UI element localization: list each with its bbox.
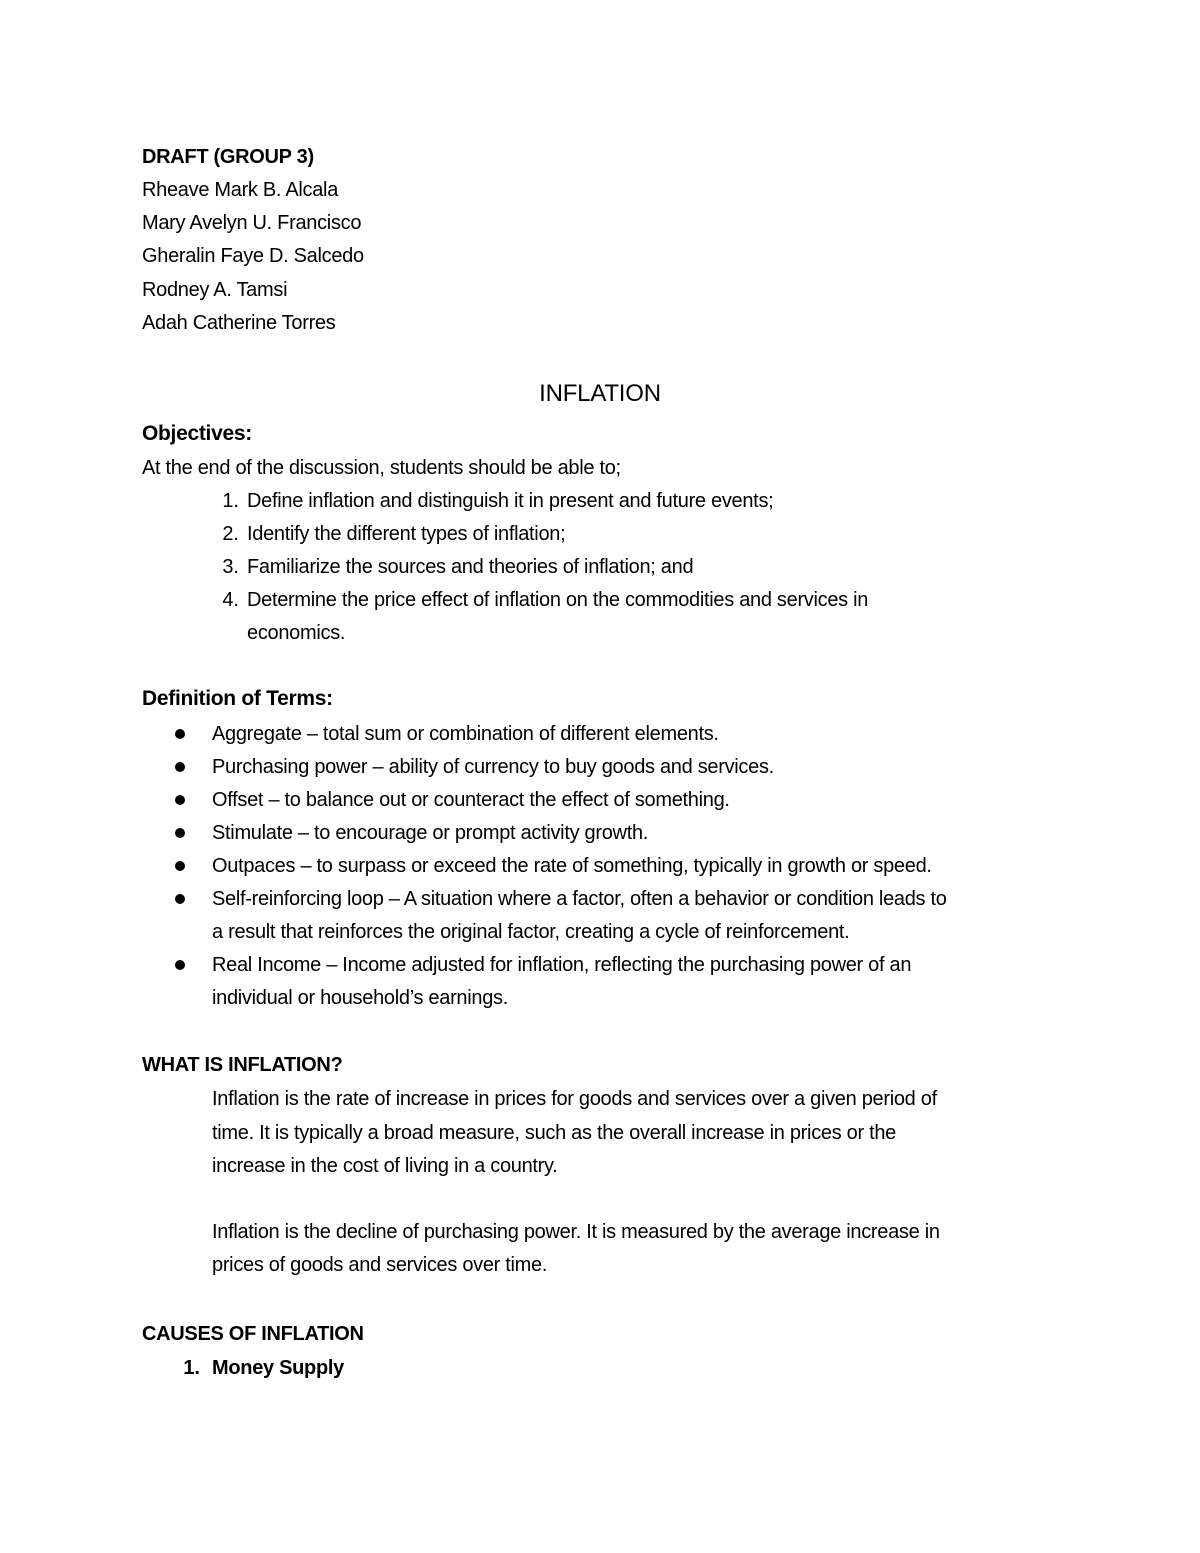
objective-number: 1. [222, 490, 239, 512]
objective-item-continued: economics. [247, 622, 346, 644]
cause-number: 1. [183, 1357, 200, 1379]
bullet-icon [175, 762, 185, 772]
objective-item: Familiarize the sources and theories of inflation; and [247, 556, 694, 578]
document-title: INFLATION [539, 380, 661, 407]
cause-item: Money Supply [212, 1357, 344, 1379]
definition-item: Stimulate – to encourage or prompt activity growth. [212, 822, 649, 844]
causes-heading: CAUSES OF INFLATION [142, 1323, 364, 1345]
bullet-icon [175, 861, 185, 871]
definition-item-continued: individual or household’s earnings. [212, 987, 509, 1009]
bullet-icon [175, 795, 185, 805]
member-name: Adah Catherine Torres [142, 312, 336, 334]
objective-item: Identify the different types of inflation; [247, 523, 566, 545]
objective-item: Determine the price effect of inflation on the commodities and services in [247, 589, 869, 611]
what-is-heading: WHAT IS INFLATION? [142, 1054, 343, 1076]
objective-number: 3. [222, 556, 239, 578]
definitions-heading: Definition of Terms: [142, 687, 333, 710]
objective-item: Define inflation and distinguish it in present and future events; [247, 490, 774, 512]
paragraph-line: time. It is typically a broad measure, such as the overall increase in prices or the [212, 1122, 897, 1144]
definition-item: Aggregate – total sum or combination of different elements. [212, 723, 719, 745]
objective-number: 2. [222, 523, 239, 545]
definition-item: Offset – to balance out or counteract the effect of something. [212, 789, 730, 811]
member-name: Mary Avelyn U. Francisco [142, 212, 362, 234]
definition-item: Real Income – Income adjusted for inflation, reflecting the purchasing power of an [212, 954, 912, 976]
paragraph-line: Inflation is the decline of purchasing power. It is measured by the average increase in [212, 1221, 940, 1243]
bullet-icon [175, 729, 185, 739]
paragraph-line: increase in the cost of living in a country. [212, 1155, 558, 1177]
bullet-icon [175, 894, 185, 904]
objectives-heading: Objectives: [142, 422, 252, 445]
draft-label: DRAFT (GROUP 3) [142, 146, 314, 168]
definition-item: Outpaces – to surpass or exceed the rate of something, typically in growth or speed. [212, 855, 932, 877]
member-name: Rodney A. Tamsi [142, 279, 288, 301]
objectives-intro: At the end of the discussion, students should be able to; [142, 457, 621, 479]
member-name: Gheralin Faye D. Salcedo [142, 245, 364, 267]
definition-item: Self-reinforcing loop – A situation where a factor, often a behavior or condition leads to [212, 888, 947, 910]
definition-item: Purchasing power – ability of currency to buy goods and services. [212, 756, 774, 778]
bullet-icon [175, 960, 185, 970]
definition-item-continued: a result that reinforces the original factor, creating a cycle of reinforcement. [212, 921, 850, 943]
objective-number: 4. [222, 589, 239, 611]
bullet-icon [175, 828, 185, 838]
paragraph-line: Inflation is the rate of increase in prices for goods and services over a given period of [212, 1088, 937, 1110]
member-name: Rheave Mark B. Alcala [142, 179, 339, 201]
paragraph-line: prices of goods and services over time. [212, 1254, 548, 1276]
